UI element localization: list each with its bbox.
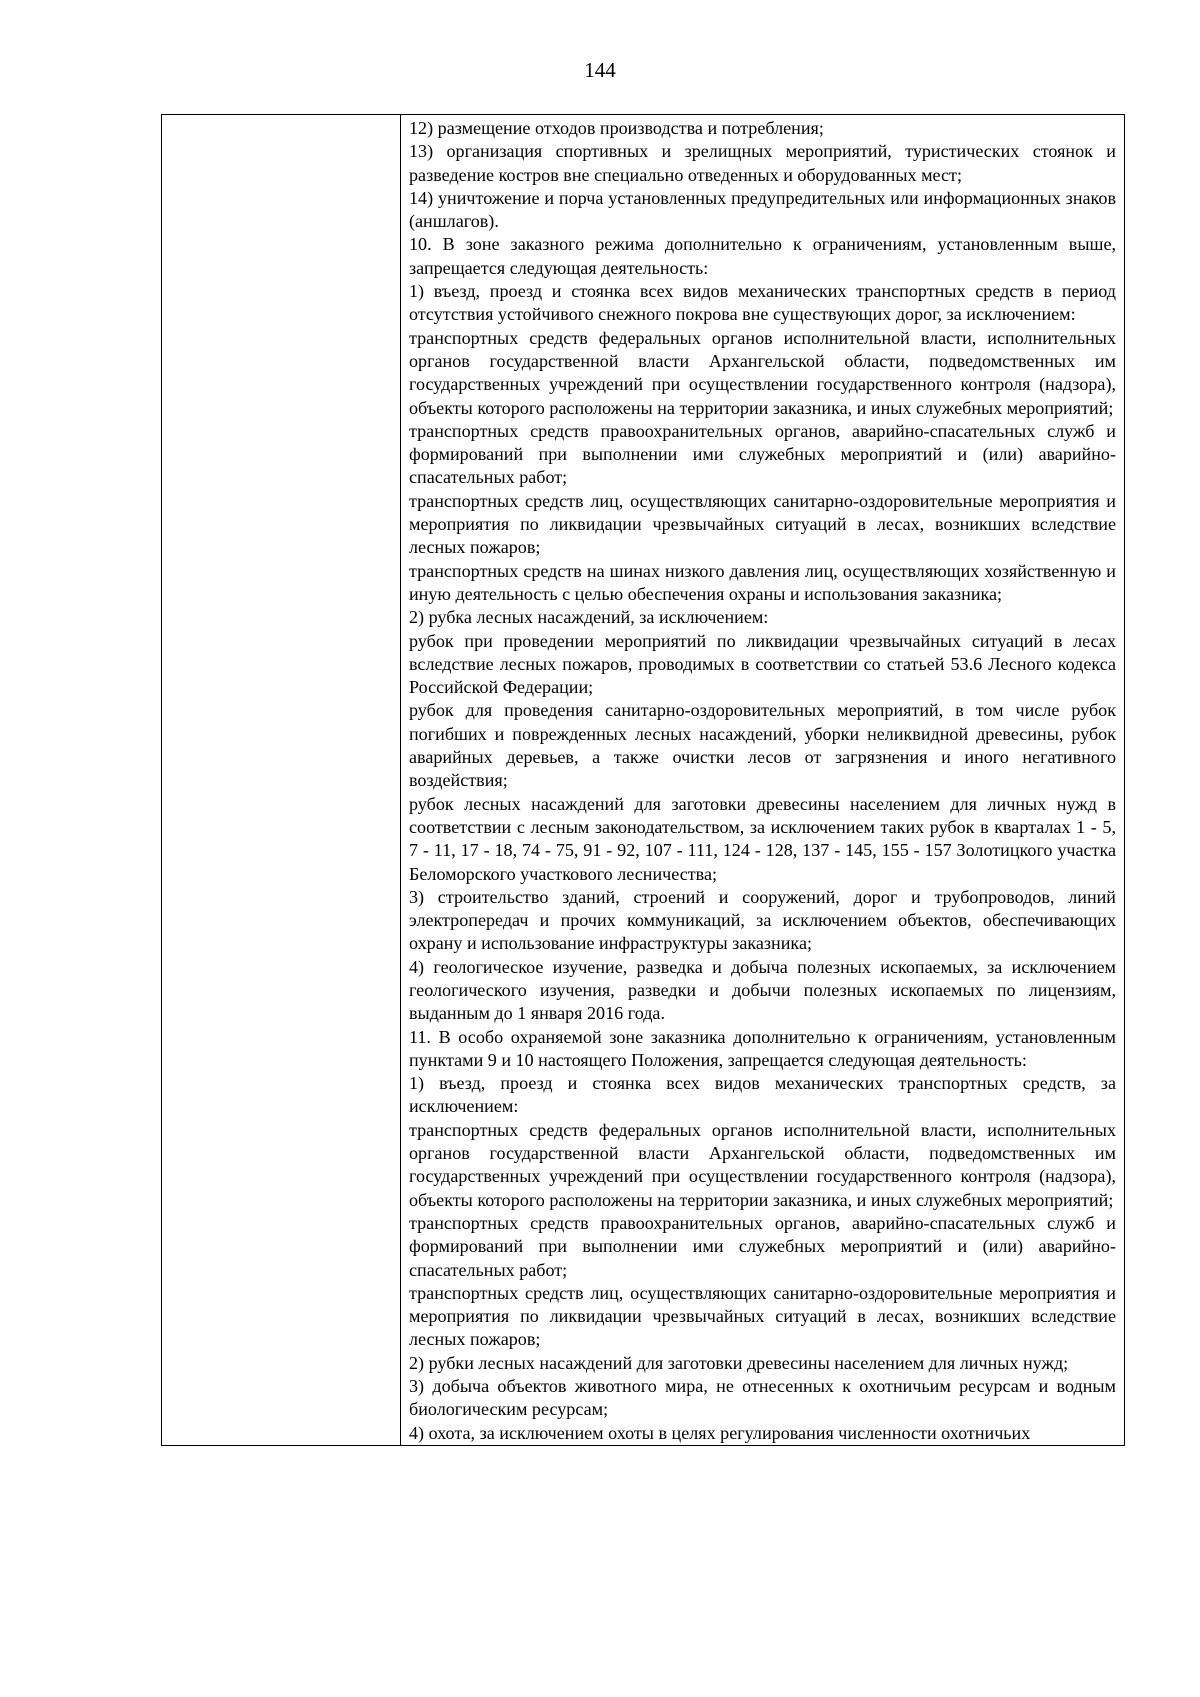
- paragraph-item-13: 13) организация спортивных и зрелищных мероприятий, туристических стоянок и разведение костров вне специально отведенных и оборудованных мест;: [409, 141, 1116, 185]
- paragraph-s11-exception-federal: транспортных средств федеральных органов исполнительной власти, исполнительных органов государственной власти Архангельской области, подведомственных им государственных учреждений при осуществлении государственного контроля (надзора), объекты которого расположены на территории заказника, и иных служебных мероприятий;: [409, 1119, 1116, 1210]
- paragraph-section-10: 10. В зоне заказного режима дополнительно к ограничениям, установленным выше, запрещается следующая деятельность:: [409, 234, 1116, 278]
- paragraph-s11-item-2: 2) рубки лесных насаждений для заготовки древесины населением для личных нужд;: [409, 1352, 1069, 1373]
- paragraph-s10-logging-fire: рубок при проведении мероприятий по ликвидации чрезвычайных ситуаций в лесах вследствие лесных пожаров, проводимых в соответствии со статьей 53.6 Лесного кодекса Российской Федерации;: [409, 630, 1116, 698]
- document-table: [161, 114, 1125, 1446]
- table-row: [162, 115, 1125, 1446]
- table-cell-left-empty: [162, 115, 401, 1446]
- paragraph-s10-item-2: 2) рубка лесных насаждений, за исключением:: [409, 607, 769, 628]
- paragraph-s10-item-4: 4) геологическое изучение, разведка и добыча полезных ископаемых, за исключением геологического изучения, разведки и добычи полезных ископаемых по лицензиям, выданным до 1 января 2016 года.: [409, 956, 1116, 1024]
- paragraph-s10-exception-low-pressure: транспортных средств на шинах низкого давления лиц, осуществляющих хозяйственную и иную деятельность с целью обеспечения охраны и использования заказника;: [409, 560, 1116, 604]
- paragraph-s10-item-1: 1) въезд, проезд и стоянка всех видов механических транспортных средств в период отсутствия устойчивого снежного покрова вне существующих дорог, за исключением:: [409, 281, 1116, 325]
- paragraph-item-12: 12) размещение отходов производства и потребления;: [409, 118, 824, 138]
- paragraph-s11-exception-law-enforcement: транспортных средств правоохранительных органов, аварийно-спасательных служб и формирований при выполнении ими служебных мероприятий и (или) аварийно-спасательных работ;: [409, 1212, 1116, 1280]
- paragraph-s11-exception-sanitary: транспортных средств лиц, осуществляющих санитарно-оздоровительные мероприятия и мероприятия по ликвидации чрезвычайных ситуаций в лесах, возникших вследствие лесных пожаров;: [409, 1282, 1116, 1350]
- paragraph-s10-exception-sanitary: транспортных средств лиц, осуществляющих санитарно-оздоровительные мероприятия и мероприятия по ликвидации чрезвычайных ситуаций в лесах, возникших вследствие лесных пожаров;: [409, 490, 1116, 558]
- paragraph-s11-item-4: 4) охота, за исключением охоты в целях регулирования численности охотничьих: [409, 1422, 1031, 1443]
- paragraph-s10-logging-personal: рубок лесных насаждений для заготовки древесины населением для личных нужд в соответствии с лесным законодательством, за исключением таких рубок в кварталах 1 - 5, 7 - 11, 17 - 18, 74 - 75, 91 - 92, 107 - 111, 124 - 128, 137 - 145, 155 - 157 Золотицкого участка Беломорского участкового лесничества;: [409, 793, 1116, 884]
- paragraph-s10-logging-sanitary: рубок для проведения санитарно-оздоровительных мероприятий, в том числе рубок погибших и поврежденных лесных насаждений, уборки неликвидной древесины, рубок аварийных деревьев, а также очистки лесов от загрязнения и иного негативного воздействия;: [409, 700, 1116, 791]
- page-number: 144: [584, 58, 616, 82]
- table-cell-content: [401, 115, 1125, 1446]
- paragraph-item-14: 14) уничтожение и порча установленных предупредительных или информационных знаков (аншлагов).: [409, 187, 1116, 232]
- paragraph-s11-item-3: 3) добыча объектов животного мира, не отнесенных к охотничьим ресурсам и водным биологическим ресурсам;: [409, 1376, 1116, 1420]
- paragraph-section-11: 11. В особо охраняемой зоне заказника дополнительно к ограничениям, установленным пунктами 9 и 10 настоящего Положения, запрещается следующая деятельность:: [409, 1026, 1116, 1070]
- paragraph-s10-exception-federal: транспортных средств федеральных органов исполнительной власти, исполнительных органов государственной власти Архангельской области, подведомственных им государственных учреждений при осуществлении государственного контроля (надзора), объекты которого расположены на территории заказника, и иных служебных мероприятий;: [409, 327, 1116, 418]
- paragraph-s11-item-1: 1) въезд, проезд и стоянка всех видов механических транспортных средств, за исключением:: [409, 1073, 1116, 1117]
- paragraph-s10-exception-law-enforcement: транспортных средств правоохранительных органов, аварийно-спасательных служб и формирований при выполнении ими служебных мероприятий и (или) аварийно-спасательных работ;: [409, 420, 1116, 488]
- paragraph-s10-item-3: 3) строительство зданий, строений и сооружений, дорог и трубопроводов, линий электропередач и прочих коммуникаций, за исключением объектов, обеспечивающих охрану и использование инфраструктуры заказника;: [409, 886, 1116, 954]
